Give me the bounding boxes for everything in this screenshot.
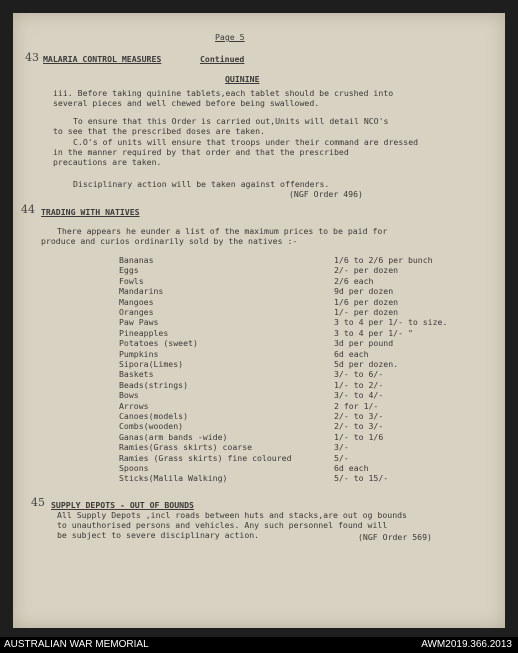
price-item-value: 2/- to 3/- [334,421,384,432]
para-line: produce and curios ordinarily sold by the natives :- [41,236,298,246]
para-line: C.O's of units will ensure that troops under their command are dressed [73,137,419,147]
price-item-name: Potatoes (sweet) [119,338,198,349]
page-number: Page 5 [215,32,245,42]
para-line: All Supply Depots ,incl roads between huts and stacks,are out og bounds [57,510,407,520]
price-item-value: 3 to 4 per 1/- " [334,327,413,338]
price-item-value: 2/- per dozen [334,265,399,276]
section-number-44: 44 [21,203,35,216]
section-title-trading: TRADING WITH NATIVES [41,207,140,217]
price-item-value: 3/- [334,442,349,453]
price-item-name: Oranges [119,307,154,317]
price-item-value: 1/- to 2/- [334,379,384,390]
price-item-name: Canoes(models) [119,411,189,421]
price-item-name: Ganas(arm bands -wide) [119,431,228,442]
footer-source: AUSTRALIAN WAR MEMORIAL [4,639,149,650]
para-line: To ensure that this Order is carried out,Units will detail NCO's [73,116,389,126]
price-item-value: 6d each [334,348,369,359]
price-item-name: Baskets [119,369,154,380]
price-item-name: Bows [119,390,139,401]
price-item-name: Pumpkins [119,348,159,359]
price-item-value: 2/6 each [334,275,374,286]
price-item-name: Sipora(Limes) [119,359,184,369]
para-line: There appears he eunder a list of the maximum prices to be paid for [57,226,388,236]
para-line: in the manner required by that order and that the prescribed [53,147,349,157]
price-item-name: Sticks(Malila Walking) [119,473,228,484]
price-item-value: 3/- to 4/- [334,390,384,401]
section-title-supply: SUPPLY DEPOTS - OUT OF BOUNDS [51,500,194,510]
footer-accession-number: AWM2019.366.2013 [421,639,512,650]
section-continued: Continued [200,54,245,64]
section-title-malaria: MALARIA CONTROL MEASURES [43,54,162,64]
price-item-name: Eggs [119,265,139,276]
section-number-43: 43 [25,51,39,64]
price-item-value: 1/- per dozen [334,307,399,317]
price-item-value: 3/- to 6/- [334,369,384,380]
footer-bar [0,637,518,653]
price-item-name: Paw Paws [119,317,159,328]
price-item-value: 2/- to 3/- [334,411,384,421]
document-page [13,13,505,628]
price-item-name: Spoons [119,463,149,473]
para-line: precautions are taken. [53,157,162,167]
price-item-name: Arrows [119,400,149,411]
subheading-quinine: QUININE [225,74,260,84]
price-item-value: 1/- to 1/6 [334,431,384,442]
price-item-value: 6d each [334,463,369,473]
price-item-value: 3 to 4 per 1/- to size. [334,317,448,328]
order-reference: (NGF Order 496) [289,189,363,199]
price-item-value: 3d per pound [334,338,394,349]
price-item-value: 1/6 per dozen [334,296,399,307]
section-number-45: 45 [31,496,45,509]
price-item-value: 5d per dozen. [334,359,399,369]
price-item-name: Mangoes [119,296,154,307]
para-line: be subject to severe disciplinary action. [57,530,260,540]
price-item-value: 9d per dozen [334,286,394,297]
price-item-name: Beads(strings) [119,379,189,390]
price-item-name: Bananas [119,255,154,265]
price-item-name: Pineapples [119,327,169,338]
price-item-name: Ramies(Grass skirts) coarse [119,442,253,453]
para-line: Disciplinary action will be taken against offenders. [73,179,330,189]
price-item-value: 2 for 1/- [334,400,379,411]
price-item-value: 5/- [334,452,349,463]
price-item-value: 5/- to 15/- [334,473,389,484]
price-item-name: Combs(wooden) [119,421,184,432]
para-line: iii. Before taking quinine tablets,each tablet should be crushed into [53,88,394,98]
price-item-value: 1/6 to 2/6 per bunch [334,255,433,265]
order-reference: (NGF Order 569) [358,532,432,542]
price-item-name: Fowls [119,275,144,286]
price-item-name: Mandarins [119,286,164,297]
para-line: several pieces and well chewed before being swallowed. [53,98,320,108]
para-line: to see that the prescribed doses are taken. [53,126,265,136]
para-line: to unauthorised persons and vehicles. Any such personnel found will [57,520,388,530]
price-item-name: Ramies (Grass skirts) fine coloured [119,452,292,463]
